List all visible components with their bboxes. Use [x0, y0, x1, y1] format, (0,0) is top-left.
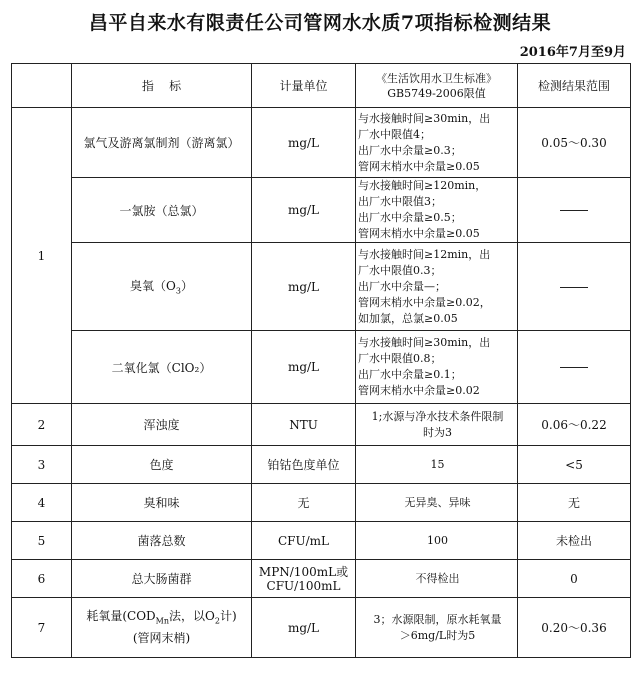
standard-cell [356, 560, 518, 598]
standard-line: 管网末梢水中余量≥0.05 [358, 227, 480, 240]
standard-line: 管网末梢水中余量≥0.05 [358, 159, 480, 173]
header-unit: 计量单位 [252, 64, 356, 108]
unit-cell: 铂钴色度单位 [252, 446, 356, 484]
standard-line: 管网末梢水中余量≥0.02 [358, 384, 480, 397]
result-cell [518, 331, 631, 404]
standard-line: 15 [430, 457, 445, 471]
row-number: 1 [12, 108, 72, 404]
row-number: 4 [12, 484, 72, 522]
row-number: 3 [12, 446, 72, 484]
header-standard [356, 64, 518, 108]
table-row [12, 560, 631, 598]
page-title: 昌平自来水有限责任公司管网水水质7项指标检测结果 [88, 12, 552, 34]
standard-line: 无异臭、异味 [404, 495, 471, 509]
result-cell: 0.06～0.22 [518, 404, 631, 446]
standard-line: ＞6mg/L时为5 [399, 628, 476, 642]
indicator-cell: 氯气及游离氯制剂（游离氯） [72, 108, 252, 178]
unit-line: CFU/100mL [266, 578, 341, 593]
header-row [12, 64, 631, 108]
table-row [12, 598, 631, 658]
row-number: 6 [12, 560, 72, 598]
result-cell: 0.20～0.36 [518, 598, 631, 658]
unit-line: MPN/100mL或 [258, 564, 349, 579]
indicator-text: 臭氧（O [130, 279, 176, 294]
dash-mark [560, 367, 588, 368]
standard-line: 3；水源限制，原水耗氧量 [373, 612, 502, 626]
standard-line: 出厂水中余量≥0.5； [358, 211, 462, 224]
unit-cell: CFU/mL [252, 522, 356, 560]
standard-line: 厂水中限值0.3； [358, 263, 442, 277]
indicator-cell [72, 243, 252, 331]
date-range: 2016年7月至9月 [519, 45, 626, 60]
standard-line: 与水接触时间≥12min，出 [358, 247, 491, 261]
subscript: Mn [155, 616, 170, 626]
table-row [12, 484, 631, 522]
indicator-cell: 菌落总数 [72, 522, 252, 560]
standard-line: 时为3 [423, 425, 452, 439]
standard-cell [356, 243, 518, 331]
standard-cell [356, 331, 518, 404]
header-standard-line1: 《生活饮用水卫生标准》 [376, 71, 497, 85]
table-row [12, 178, 631, 243]
result-cell: 0 [518, 560, 631, 598]
header-no [12, 64, 72, 108]
standard-cell [356, 522, 518, 560]
standard-cell [356, 484, 518, 522]
header-indicator: 指 标 [72, 64, 252, 108]
indicator-cell: 一氯胺（总氯） [72, 178, 252, 243]
standard-cell [356, 598, 518, 658]
unit-cell: mg/L [252, 178, 356, 243]
indicator-cell [72, 598, 252, 658]
standard-cell [356, 178, 518, 243]
table-row [12, 243, 631, 331]
unit-cell: mg/L [252, 108, 356, 178]
indicator-line2: (管网末梢) [132, 630, 191, 645]
header-result: 检测结果范围 [518, 64, 631, 108]
standard-line: 与水接触时间≥30min，出 [358, 336, 491, 349]
table-row [12, 331, 631, 404]
indicator-cell: 总大肠菌群 [72, 560, 252, 598]
table-row [12, 522, 631, 560]
result-cell: <5 [518, 446, 631, 484]
standard-line: 厂水中限值0.8； [358, 352, 442, 365]
standard-line: 与水接触时间≥30min，出 [358, 111, 491, 125]
indicator-cell: 浑浊度 [72, 404, 252, 446]
standard-line: 出厂水中限值3； [358, 195, 442, 208]
result-cell: 0.05～0.30 [518, 108, 631, 178]
subscript: 3 [175, 286, 181, 296]
indicator-text: ） [180, 279, 193, 294]
unit-cell: NTU [252, 404, 356, 446]
header-standard-line2: GB5749-2006限值 [387, 86, 486, 100]
dash-mark [560, 210, 588, 211]
standard-cell [356, 108, 518, 178]
standard-line: 出厂水中余量≥0.1； [358, 368, 462, 381]
indicator-cell: 色度 [72, 446, 252, 484]
indicator-text: 法，以O [169, 609, 215, 624]
unit-cell: mg/L [252, 243, 356, 331]
standard-line: 出厂水中余量—； [358, 279, 446, 293]
indicator-cell: 臭和味 [72, 484, 252, 522]
standard-line: 厂水中限值4； [358, 127, 431, 141]
row-number: 5 [12, 522, 72, 560]
table-row [12, 446, 631, 484]
indicator-line1 [72, 608, 251, 629]
unit-cell: mg/L [252, 598, 356, 658]
indicator-cell: 二氧化氯（ClO₂） [72, 331, 252, 404]
row-number: 7 [12, 598, 72, 658]
indicator-text: 耗氧量(COD [86, 609, 156, 624]
standard-cell [356, 404, 518, 446]
standard-line: 如加氯，总氯≥0.05 [358, 311, 458, 325]
table-row [12, 108, 631, 178]
standard-line: 1;水源与净水技术条件限制 [371, 409, 504, 423]
indicator-text: 计) [219, 609, 237, 624]
standard-line: 管网末梢水中余量≥0.02， [358, 295, 491, 309]
row-number: 2 [12, 404, 72, 446]
standard-line: 不得检出 [415, 571, 460, 585]
standard-cell [356, 446, 518, 484]
subscript: 2 [214, 616, 220, 626]
table-row [12, 404, 631, 446]
water-quality-table [11, 63, 631, 658]
result-cell [518, 243, 631, 331]
result-cell: 无 [518, 484, 631, 522]
result-cell [518, 178, 631, 243]
standard-line: 与水接触时间≥120min， [358, 179, 487, 192]
unit-cell [252, 560, 356, 598]
result-cell: 未检出 [518, 522, 631, 560]
standard-line: 出厂水中余量≥0.3； [358, 143, 462, 157]
unit-cell: mg/L [252, 331, 356, 404]
standard-line: 100 [427, 533, 448, 547]
dash-mark [560, 287, 588, 288]
unit-cell: 无 [252, 484, 356, 522]
